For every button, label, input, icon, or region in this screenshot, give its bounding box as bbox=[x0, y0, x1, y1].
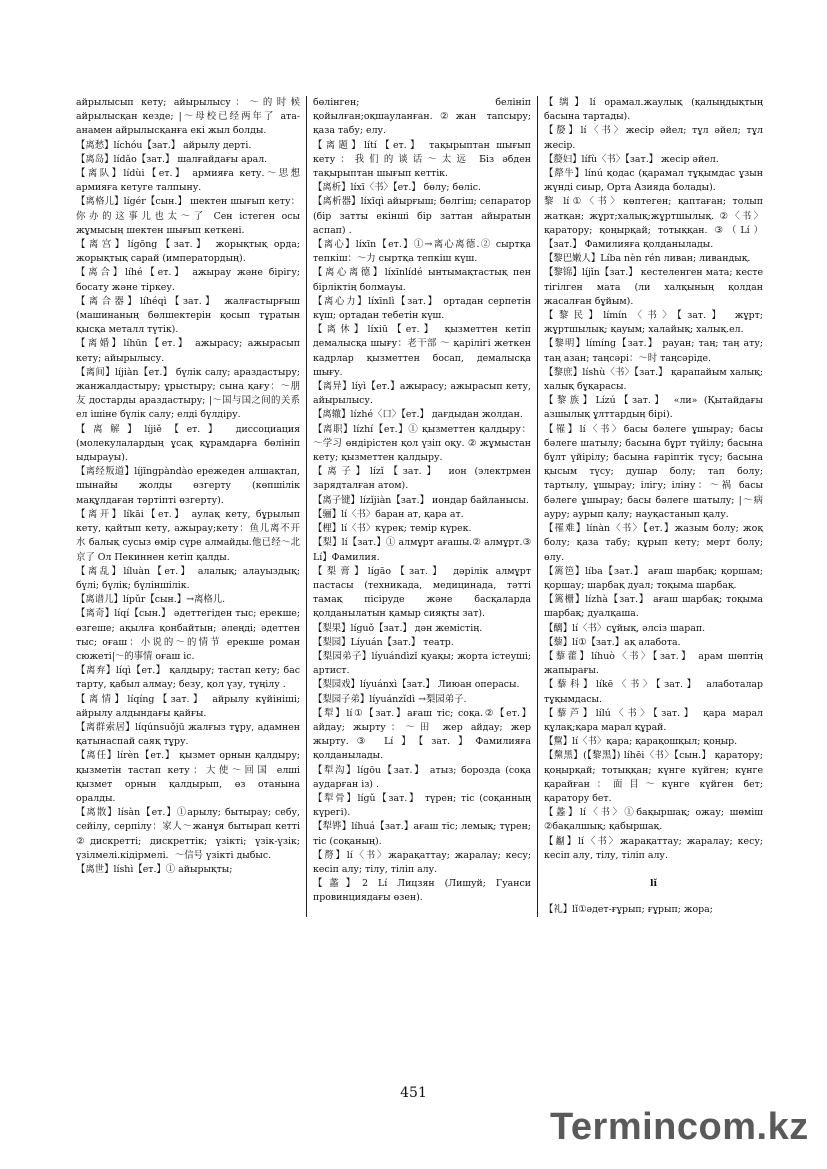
dictionary-entry: 【离格儿】lígér【сын.】 шектен шығып кету：你办的这事儿也太～了 Сен істеген осы жұмысың шектен шығып кеткені. bbox=[76, 196, 300, 236]
dictionary-entry: 【黎民】límín〈书〉【зат.】 жұрт; жұртшылық; қауым; халайық; халық.ел. bbox=[544, 310, 763, 336]
dictionary-entry: 【黧黑】(【黎黑】) líhēi〈书〉【сын.】 қаратору; қоңырқай; тотыққан; күнге күйген; күнге қарайған：面目～күнге күйген бет; қаратору бет. bbox=[544, 750, 763, 804]
column-2 bbox=[307, 96, 538, 917]
dictionary-entry: 【犁】lí①【зат.】ағаш тіс; соқа.②【ет.】айдау; жырту：～田 жер айдау; жер жырту.③ Lí】【зат.】Фамилияға қолданылады. bbox=[313, 707, 531, 762]
dictionary-entry: 【篱栅】lízhà【зат.】 ағаш шарбақ; тоқыма шарбақ; дуалқаша. bbox=[544, 594, 763, 620]
dictionary-entry: 【离职】lízhí【ет.】① қызметтен қалдыру：～学习 өндірістен қол үзіп оқу. ② жұмыстан кету; қызметтен қалдыру. bbox=[313, 423, 531, 464]
dictionary-entry: 【离心离德】líxīnlídé ынтымақтастық пен бірліктің болмауы. bbox=[313, 267, 531, 293]
dictionary-entry: 【藜】lí①【зат.】ақ алабота. bbox=[544, 636, 681, 648]
page-number: 451 bbox=[400, 1085, 427, 1101]
watermark-text: Termincom.kz bbox=[550, 1106, 809, 1148]
dictionary-entry: 【离心力】líxīnlì【зат.】 ортадан серпетін күш; ортадан тебетін күш. bbox=[313, 295, 531, 322]
dictionary-entry: бөлінген; белініп қойылған;оқшауланған.②жан тапсыру; қаза табу; елу. bbox=[313, 97, 531, 137]
dictionary-entry: 【离岛】lídǎo【зат.】 шалғайдағы арал. bbox=[76, 153, 268, 165]
dictionary-entry: 【梨园弟子】líyuándìzǐ қуақы; жорта істеуші; артист. bbox=[313, 650, 531, 677]
dictionary-entry: 【离宫】lígōng【зат.】 жорықтық орда; жорықтық сарай (императордың). bbox=[76, 239, 300, 265]
dictionary-entry: 【离谱儿】lípǔr【сын.】→离格儿. bbox=[76, 594, 226, 606]
dictionary-entry: 【藜藿】líhuò〈书〉【зат.】 арам шөптің жапырағы. bbox=[544, 650, 763, 677]
dictionary-entry: 【离心】líxīn【ет.】①→离心离德.② сыртқа тепкіш：～力 сыртқа тепкіш күш. bbox=[313, 239, 531, 265]
dictionary-entry: 【梨膏】lígāo【зат.】 дәрілік алмұрт пастасы (техникада, медицинада, тәтті тамақ пісіруде және басқаларда қолданылатын қамыр сияқты зат). bbox=[313, 565, 531, 620]
dictionary-entry: 【离婚】líhūn【ет.】 ажырасу; ажырасып кету; айырылысу. bbox=[76, 338, 300, 364]
dictionary-entry: 【离解】líjiě【ет.】 диссоциация (молекулалардың ұсақ құрамдарға бөлініп ыдырауы). bbox=[76, 423, 300, 464]
dictionary-entry: 【篱笆】líba【зат.】 ағаш шарбақ; қоршам; қоршау; шарбақ дуал; тоқыма шарбақ. bbox=[544, 565, 763, 591]
dictionary-entry: 【藜科】líkē〈书〉【зат.】 алаботалар тұқымдасы. bbox=[544, 679, 763, 705]
dictionary-entry: 【离任】lírèn【ет.】 қызмет орнын қалдыру; қызметін тастап кету：大使～回国 елші қызмет орнын қалдырып, өз отанына оралды. bbox=[76, 750, 300, 804]
dictionary-entry: 【黎明】límíng【зат.】 рауан; таң; таң ату; таң азан; таңсәрі：～时 таңсәріде. bbox=[544, 338, 763, 364]
dictionary-entry: 【罹难】línàn〈书〉【ет.】жазым болу; жоқ болу; қаза табу; құрып кету; мерт болу; өлу. bbox=[544, 523, 763, 563]
dictionary-entry: 【离奇】líqí【сын.】 әдеттегіден тыс; ерекше; өзгеше; ақылға қонбайтын; әлеңді; әдеттен тыс; оғаш：小说的～的情节 ерекше роман сюжеті|～的事情 оғаш іс. bbox=[76, 608, 300, 662]
column-3 bbox=[538, 96, 769, 917]
column-1 bbox=[76, 96, 307, 917]
columns bbox=[76, 96, 770, 917]
dictionary-entry: 【黎巴嫩人】Líba nèn rén ливан; ливандық. bbox=[544, 253, 751, 265]
dictionary-entry: 【劙】lí〈书〉жарақаттау; жаралау; кесу; кесіп алу, тілу, тіліп алу. bbox=[544, 835, 763, 861]
dictionary-entry: 【藜芦】lílú〈书〉【зат.】 қара марал құлақ;қара марал құрай. bbox=[544, 707, 763, 733]
dictionary-entry: 【离休】líxiū【ет.】 қызметтен кетіп демалысқа шығу：老干部 ～ қарілігі жеткен кадрлар қызметтен босап, демалысқа шығу. bbox=[313, 324, 531, 378]
dictionary-entry: 【黎锦】líjǐn【зат.】 кестеленген мата; кесте тігілген мата (ли халқының қолдан жасалған бұйым). bbox=[544, 267, 763, 307]
dictionary-entry: 【离愁】líchóu【зат.】 айрылу дерті. bbox=[76, 139, 252, 151]
dictionary-entry: 【离子】lízǐ【зат.】 ион (электрмен зарядталған атом). bbox=[313, 466, 531, 492]
dictionary-entry: 【嫠妇】lífù〈书〉【зат.】 жесір әйел. bbox=[544, 153, 719, 165]
dictionary-entry: 【离析器】líxīqì айырғыш; бөлгіш; сепаратор (бір затты екінші бір заттан айыратын аспап) . bbox=[313, 196, 531, 236]
dictionary-entry: 【离间】líjiàn【ет.】 бүлік салу; араздастыру; жанжалдастыру; ұрыстыру; сына қағу：～朋友 достарды араздастыру; |～国与国之间的关系 ел ішіне бүлік салу; елді бүлдіру. bbox=[76, 366, 300, 421]
section-header: lǐ bbox=[649, 877, 658, 889]
dictionary-entry: 【离合器】líhéqì【зат.】 жалғастырғыш (машинаның бөлшектерін қосып тұратын қысқа металл түтік). bbox=[76, 295, 300, 336]
dictionary-entry: 【嫠】lí〈书〉жесір әйел; тұл әйел; тұл жесір. bbox=[544, 125, 763, 151]
dictionary-entry: 【缡】lí орамал.жаулық (қалыңдықтың басына тартады). bbox=[544, 97, 763, 123]
column-3-tail-entries bbox=[544, 903, 763, 917]
dictionary-entry: 【骊】lí〈书〉баран ат, қара ат. bbox=[313, 508, 464, 520]
dictionary-entry: 【梨园】Líyuán【зат.】 театр. bbox=[313, 636, 454, 648]
dictionary-entry: 【离异】líyì【ет.】ажырасу; ажырасып кету, айырылысу. bbox=[313, 381, 531, 407]
dictionary-entry: 【梩】lí〈书〉күрек; темір күрек. bbox=[313, 523, 472, 535]
dictionary-entry: 【蠡】lí〈书〉①бақыршақ; ожау; шөміш ②бақалшық; қабыршақ. bbox=[544, 807, 763, 833]
dictionary-entry: 【离世】líshì【ет.】① айырықты; bbox=[76, 863, 233, 875]
dictionary-entry: 【离队】lídùi【ет.】 армияға кету.～思想 армияға кетуге талпыну. bbox=[76, 168, 300, 194]
dictionary-entry: 【离题】lítí【ет.】 тақырыптан шығып кету：我们的谈话～太远 Біз әбден тақырыптан шығып кеттік. bbox=[313, 139, 531, 180]
dictionary-entry: 【罹】lí〈书〉басы бәлеге ұшырау; басы бәлеге шатылу; басына бұрт түйілу; басына бұлт үйірілу; басына ғаріптік түсу; басына қысым түсу; душар болу; тап болу; тартылу, ұшырау; ілігу; іліну：～祸 басы бәлеге ұшырау; басы бәлеге шатылу; |～病 ауру; аурып қалу; науқастанып қалу. bbox=[544, 423, 763, 520]
dictionary-entry: 【礼】lǐ①әдет-ғұрып; ғұрып; жора; bbox=[544, 904, 713, 916]
dictionary-entry: 【离合】líhé【ет.】 ажырау және бірігу; босату және тіркеу. bbox=[76, 267, 300, 293]
dictionary-entry: 【黎族】Lízú【зат.】 «ли» (Қытайдағы азшылық ұлттардың бірі). bbox=[544, 395, 763, 421]
dictionary-entry: 【梨】lí【зат.】① алмұрт ағашы.② алмұрт.③ Lí】Фамилия. bbox=[313, 537, 531, 563]
dictionary-entry: 【离情】líqíng【зат.】 айрылу күйінішi; айрылу алдындағы қайғы. bbox=[76, 693, 300, 719]
dictionary-entry: 【离开】líkāi【ет.】 аулақ кету, бұрылып кету, қайтып кету, ажырау;кету：鱼儿离不开水 балық сусыз өмір сүре алмайды.他已经～北京了 Ол Пекиннен кетіп қалды. bbox=[76, 508, 300, 563]
dictionary-entry: 【离乱】líluàn【ет.】 алалық; алауыздық; бүлі; бүлік; бүліншілік. bbox=[76, 565, 300, 591]
dictionary-entry: 【离群索居】líqúnsuǒjū жалғыз тұру, адамнен қатынаспай саяқ тұру. bbox=[76, 721, 300, 748]
dictionary-entry: 【离散】lísàn【ет.】①арылу; бытырау; себу, сейілу, серпілу：家人～жанұя бытырап кетті ②дискретті; дискреттік; үзікті; үзік-үзік; үзілмелі.кідірмелі．～信号 үзікті дыбыс. bbox=[76, 807, 300, 861]
dictionary-entry: 【醨】lí〈书〉сұйық, әлсіз шарап. bbox=[544, 622, 706, 634]
dictionary-entry: 【离子键】lízǐjiàn【зат.】 иондар байланысы. bbox=[313, 494, 529, 506]
dictionary-entry: 【离析】líxī〈书〉【ет.】 бөлу; бөліс. bbox=[313, 182, 482, 194]
dictionary-entry: 【黎庶】líshù〈书〉【зат.】 қарапайым халық; халық бұқарасы. bbox=[544, 366, 763, 393]
watermark-logo bbox=[528, 1100, 818, 1164]
dictionary-entry: 【蠡】2 Lí Лицзян (Лишуй; Гуанси провинциядағы өзен). bbox=[313, 878, 531, 904]
dictionary-entry: 【离辙】lízhé〈口〉【ет.】 дағдыдан жолдан. bbox=[313, 409, 523, 421]
dictionary-entry: 【离经叛道】líjīngpàndào ережеден алшақтап, шынайы жолды өзгерту (көпшілік мақұлдаған тәртіпті өзгерту). bbox=[76, 466, 300, 506]
dictionary-entry: 【犁沟】lígōu【зат.】 атыз; борозда (соқа аударған із) . bbox=[313, 764, 531, 790]
dictionary-page bbox=[76, 96, 770, 917]
dictionary-entry: 【黧】lí〈书〉қара; қарақошқыл; қоңыр. bbox=[544, 736, 738, 748]
dictionary-entry: 【梨园戏】líyuánxì【зат.】 Лиюан операсы. bbox=[313, 679, 520, 691]
dictionary-entry: 【犛牛】línú қодас (қарамал тұқымдас ұзын жүнді сиыр, Орта Азияда болады). bbox=[544, 168, 763, 194]
dictionary-entry: айрылысып кету; айырылысу：～的时候 айрылысқан кезде; |～母校已经两年了 ата-анамен айрылысқанға екі жыл болды. bbox=[76, 97, 300, 137]
column-3-entries bbox=[544, 96, 763, 863]
dictionary-entry: 【剺】lí〈书〉жарақаттау; жаралау; кесу; кесіп алу; тілу, тіліп алу. bbox=[313, 849, 531, 875]
dictionary-entry: 【犁骨】lígǔ【зат.】 түрен; тіс (соқанның күрегі). bbox=[313, 792, 531, 819]
dictionary-entry: 【梨园子弟】líyuánzǐdì →梨园弟子. bbox=[313, 693, 467, 705]
dictionary-entry: 【离弃】líqì【ет.】 қалдыру; тастап кету; бас тарту, қабыл алмау; безу, қол үзу, түңілу . bbox=[76, 665, 300, 691]
dictionary-entry: 【梨果】líguǒ【зат.】 дән жемістің. bbox=[313, 622, 483, 634]
dictionary-entry: 【犁铧】líhuá【зат.】ағаш тіс; лемық; түрен; тіс (соқаның). bbox=[313, 821, 531, 847]
dictionary-entry: 黎 lí①〈书〉көптеген; қаптаған; толып жатқан; жұрт;халық;жұртшылық. ②〈书〉қаратору; қоңырқай; тотыққан. ③（Lí）【зат.】 Фамилияға қолданылады. bbox=[544, 196, 763, 251]
